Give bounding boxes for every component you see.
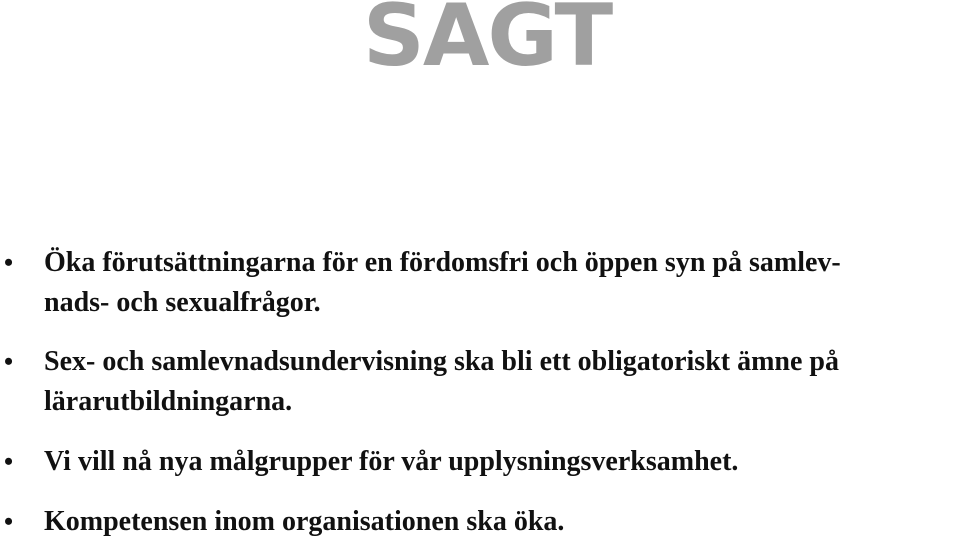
list-item-line: Sex- och samlevnadsundervisning ska bli ett obligatoriskt ämne på bbox=[44, 346, 839, 377]
list-item-line: Öka förutsättningarna för en fördomsfri och öppen syn på samlev- bbox=[44, 247, 841, 278]
page-heading: SAGT bbox=[362, 0, 612, 86]
bullet-icon: • bbox=[4, 507, 14, 536]
list-item-text bbox=[44, 342, 839, 422]
bullet-icon: • bbox=[4, 447, 14, 476]
list-item-line: Kompetensen inom organisationen ska öka. bbox=[44, 506, 565, 537]
list-item-line: nads- och sexualfrågor. bbox=[44, 287, 321, 318]
bullet-icon: • bbox=[4, 248, 14, 277]
list-item-text bbox=[44, 502, 564, 542]
list-item-text bbox=[44, 442, 738, 482]
list-item-text bbox=[44, 243, 841, 323]
bullet-icon: • bbox=[4, 347, 14, 376]
list-item-line: Vi vill nå nya målgrupper för vår upplysningsverksamhet. bbox=[44, 446, 739, 477]
list-item-line: lärarutbildningarna. bbox=[44, 386, 293, 417]
